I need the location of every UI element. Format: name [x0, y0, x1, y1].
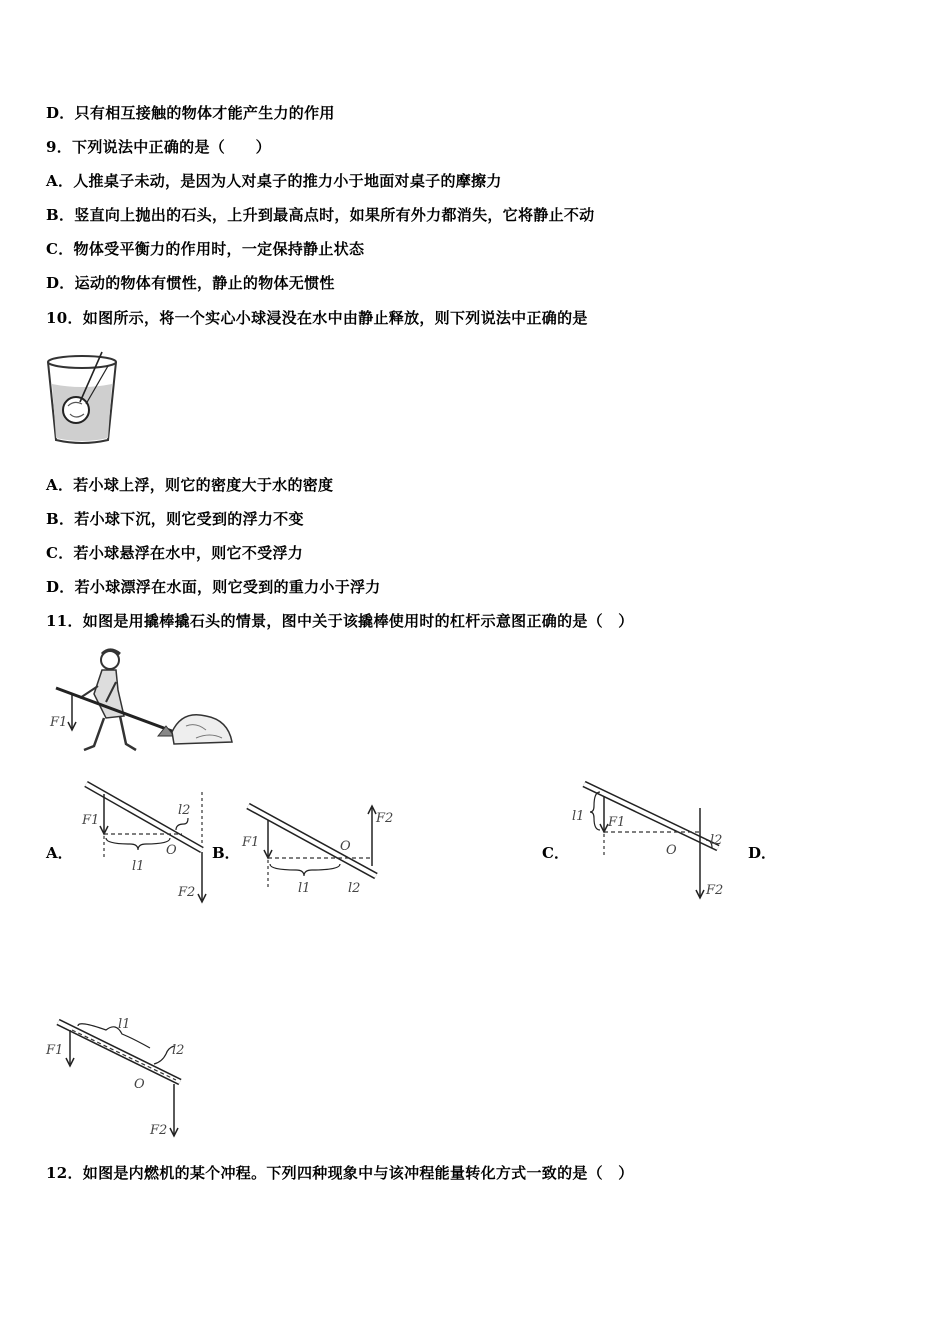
q10-option-c: C．若小球悬浮在水中，则它不受浮力 [46, 544, 304, 562]
diagram-b-l1: l1 [298, 881, 311, 896]
q9-stem: 9．下列说法中正确的是（ ） [46, 138, 271, 156]
q9-option-d: D．运动的物体有惯性，静止的物体无惯性 [46, 274, 335, 292]
crowbar-scene-figure [46, 646, 236, 758]
q9-option-c: C．物体受平衡力的作用时，一定保持静止状态 [46, 240, 365, 258]
q10-option-b: B．若小球下沉，则它受到的浮力不变 [46, 510, 304, 528]
diagram-c-o: O [666, 843, 677, 858]
lever-diagram-c [570, 778, 730, 902]
diagram-a-f2: F2 [178, 885, 196, 900]
q10-stem: 10．如图所示，将一个实心小球浸没在水中由静止释放，则下列说法中正确的是 [46, 309, 588, 327]
diagram-d-f1: F1 [46, 1043, 64, 1058]
scene-f1-label: F1 [50, 715, 68, 730]
lever-diagram-a [72, 778, 212, 904]
beaker-figure [44, 350, 120, 446]
q10-option-a: A．若小球上浮，则它的密度大于水的密度 [46, 476, 334, 494]
diagram-d-f2: F2 [150, 1123, 168, 1138]
diagram-b-f1: F1 [242, 835, 260, 850]
diagram-a-l2: l2 [178, 803, 191, 818]
diagram-c-l1: l1 [572, 809, 585, 824]
diagram-a-o: O [166, 843, 177, 858]
q9-option-b: B．竖直向上抛出的石头，上升到最高点时，如果所有外力都消失，它将静止不动 [46, 206, 595, 224]
diagram-d-l1: l1 [118, 1017, 131, 1032]
q11-option-b-label: B． [212, 844, 240, 862]
diagram-a-l1: l1 [132, 859, 145, 874]
q11-option-c-label: C． [542, 844, 569, 862]
diagram-b-f2: F2 [376, 811, 394, 826]
diagram-c-f1: F1 [608, 815, 626, 830]
diagram-a-f1: F1 [82, 813, 100, 828]
q12-stem: 12．如图是内燃机的某个冲程。下列四种现象中与该冲程能量转化方式一致的是（ ） [46, 1164, 634, 1182]
q11-option-a-label: A． [46, 844, 73, 862]
q11-option-d-label: D． [748, 844, 777, 862]
q9-option-a: A．人推桌子未动，是因为人对桌子的推力小于地面对桌子的摩擦力 [46, 172, 502, 190]
diagram-d-l2: l2 [172, 1043, 185, 1058]
lever-diagram-d [46, 1010, 196, 1140]
q11-stem: 11．如图是用撬棒撬石头的情景，图中关于该撬棒使用时的杠杆示意图正确的是（ ） [46, 612, 634, 630]
diagram-b-o: O [340, 839, 351, 854]
lever-diagram-b [240, 800, 400, 904]
diagram-c-f2: F2 [706, 883, 724, 898]
q10-option-d: D．若小球漂浮在水面，则它受到的重力小于浮力 [46, 578, 381, 596]
q8-option-d: D．只有相互接触的物体才能产生力的作用 [46, 104, 335, 122]
diagram-b-l2: l2 [348, 881, 361, 896]
diagram-d-o: O [134, 1077, 145, 1092]
diagram-c-l2: l2 [710, 833, 723, 848]
